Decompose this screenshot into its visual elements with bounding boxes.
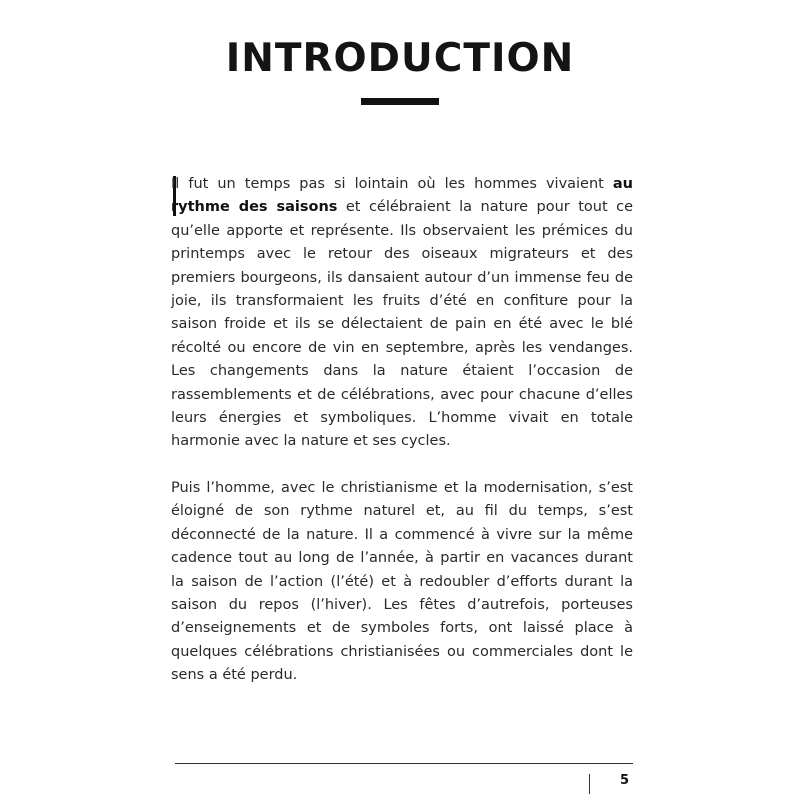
- initial-letter: I: [171, 176, 176, 192]
- title-underline: [361, 98, 439, 105]
- footer-rule: [175, 763, 633, 764]
- footer-separator: [589, 774, 590, 794]
- paragraph-2: Puis l’homme, avec le christianisme et la modernisation, s’est éloigné de son rythme naturel et, au fil du temps, s’est déconnecté de la nature. Il a commencé à vivre sur la même cadence tout au long de l’année, à partir en vacances durant la saison de l’action (l’été) et à redoubler d’efforts durant la saison du repos (l’hiver). Les fêtes d’autrefois, porteuses d’enseignements et de symboles forts, ont laissé place à quelques célébrations christianisées ou commerciales dont le sens a été perdu.: [171, 479, 633, 684]
- paragraph-1-intro: l fut un temps pas si lointain où les hommes vivaient: [175, 176, 613, 192]
- paragraph-1-rest: et célébraient la nature pour tout ce qu’elle apporte et représente. Ils observaient les prémices du printemps avec le retour des oiseaux migrateurs et des premiers bourgeons, ils dansaient autour d’un immense feu de joie, ils transformaient les fruits d’été en confiture pour la saison froide et ils se délectaient de pain en été avec le blé récolté ou encore de vin en septembre, après les vendanges. Les changements dans la nature étaient l’occasion de rassemblements et de célébrations, avec pour chacune d’elles leurs énergies et symboliques. L’homme vivait en totale harmonie avec la nature et ses cycles.: [171, 199, 634, 450]
- paragraph-1: [171, 173, 633, 454]
- page-number: 5: [620, 773, 630, 788]
- body-text: [171, 173, 633, 688]
- chapter-title: INTRODUCTION: [225, 36, 575, 81]
- emphasis-text: au rythme des saisons: [171, 176, 633, 216]
